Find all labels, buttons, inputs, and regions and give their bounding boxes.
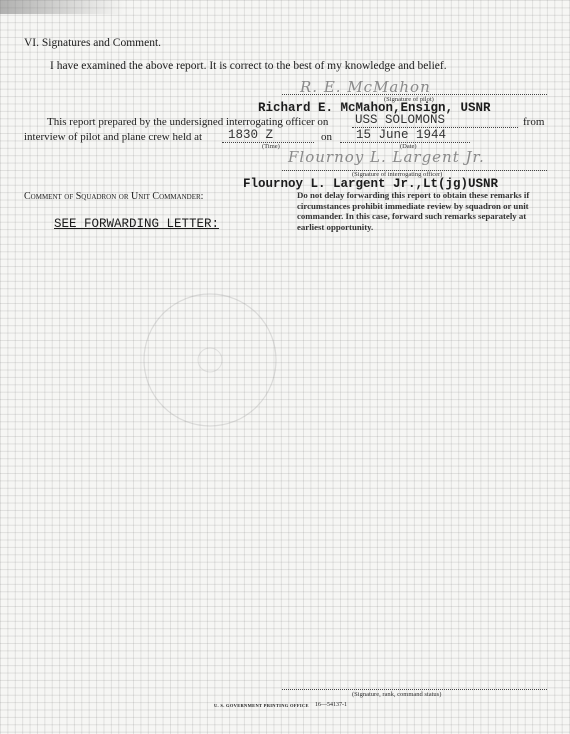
- commander-comment: SEE FORWARDING LETTER:: [54, 217, 220, 231]
- officer-handwritten-signature: Flournoy L. Largent Jr.: [288, 148, 485, 166]
- preparation-text: This report prepared by the undersigned interrogating officer on: [47, 116, 329, 128]
- interview-text: interview of pilot and plane crew held at: [24, 131, 203, 143]
- scan-shadow: [0, 0, 125, 14]
- pilot-signature-label: (Signature of pilot): [384, 96, 434, 103]
- interview-time: 1830 Z: [228, 128, 274, 142]
- time-label: (Time): [262, 143, 280, 150]
- officer-name: Flournoy L. Largent Jr.,Lt(jg)USNR: [243, 177, 499, 191]
- commander-label: Comment of Squadron or Unit Commander:: [24, 191, 204, 202]
- pilot-name: Richard E. McMahon,Ensign, USNR: [258, 101, 491, 115]
- ship-name: USS SOLOMONS: [355, 113, 446, 127]
- interview-date: 15 June 1944: [356, 128, 447, 142]
- commander-signature-line: [282, 689, 547, 690]
- pilot-signature-line: [282, 94, 547, 95]
- form-number: 16—54137-1: [315, 702, 347, 708]
- date-label: (Date): [400, 143, 417, 150]
- section-heading: VI. Signatures and Comment.: [24, 37, 162, 49]
- bleed-through-stamp: [130, 290, 290, 430]
- preparation-from: from: [523, 116, 545, 128]
- commander-signature-label: (Signature, rank, command status): [352, 691, 442, 698]
- certification-statement: I have examined the above report. It is correct to the best of my knowledge and belief.: [50, 60, 447, 72]
- printing-office: U. S. GOVERNMENT PRINTING OFFICE: [214, 703, 309, 708]
- pilot-handwritten-signature: R. E. McMahon: [300, 78, 431, 96]
- officer-signature-label: (Signature of interrogating officer): [352, 171, 443, 178]
- forwarding-note: Do not delay forwarding this report to obtain these remarks if circumstances prohibit immediate review by squadron or unit commander. In this case, forward such remarks separately at earliest opportunity.: [297, 190, 530, 232]
- on-word: on: [321, 131, 332, 143]
